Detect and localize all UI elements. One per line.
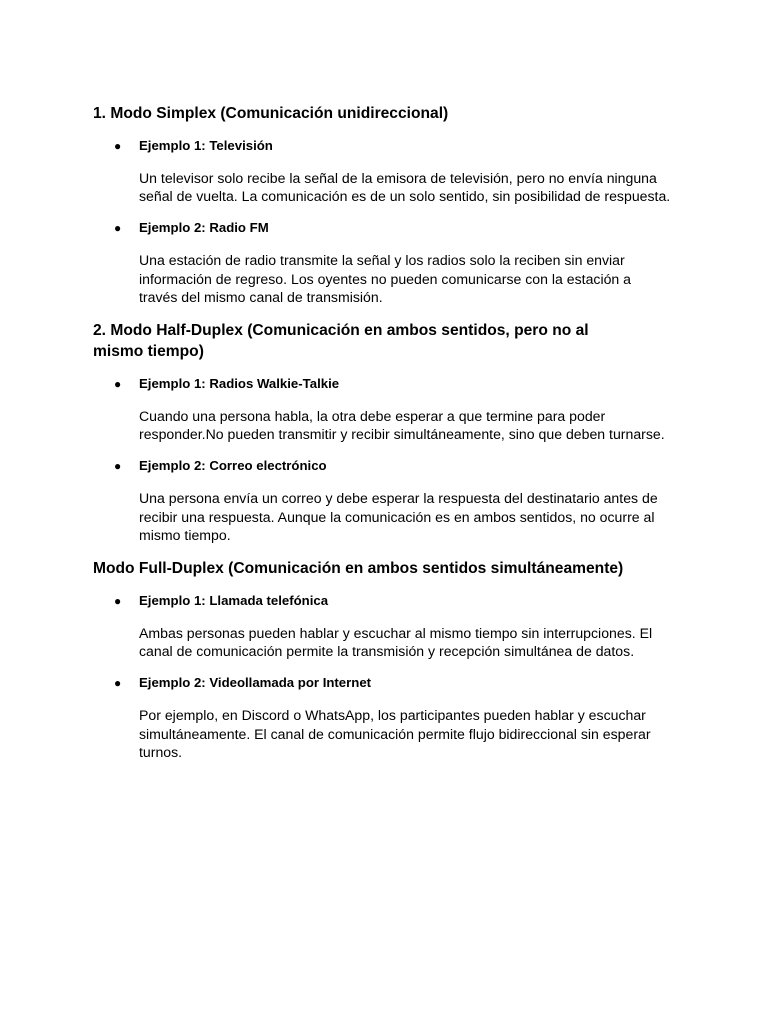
- example-title: Ejemplo 1: Radios Walkie-Talkie: [139, 376, 340, 392]
- bullet-icon: ●: [114, 139, 122, 153]
- example-description: Un televisor solo recibe la señal de la emisora de televisión, pero no envía ninguna señal de vuelta. La comunicación es de un solo sentido, sin posibilidad de respuesta.: [139, 170, 671, 205]
- example-description: Por ejemplo, en Discord o WhatsApp, los participantes pueden hablar y escuchar simultáneamente. El canal de comunicación permite flujo bidireccional sin esperar turnos.: [139, 707, 651, 760]
- example-title: Ejemplo 1: Llamada telefónica: [139, 593, 329, 609]
- list-item: [93, 219, 683, 306]
- example-description: Ambas personas pueden hablar y escuchar al mismo tiempo sin interrupciones. El canal de comunicación permite la transmisión y recepción simultánea de datos.: [139, 625, 653, 660]
- bullet-icon: ●: [114, 377, 122, 392]
- section-full-duplex: [93, 558, 683, 761]
- example-description: Una persona envía un correo y debe esperar la respuesta del destinatario antes de recibir una respuesta. Aunque la comunicación es en ambos sentidos, no ocurre al mismo tiempo.: [139, 490, 658, 543]
- section-heading: 2. Modo Half-Duplex (Comunicación en ambos sentidos, pero no al mismo tiempo): [93, 322, 589, 361]
- example-description: Cuando una persona habla, la otra debe esperar a que termine para poder responder.No pueden transmitir y recibir simultáneamente, sino que deben turnarse.: [139, 408, 665, 443]
- list-item: [93, 375, 683, 443]
- section-heading: Modo Full-Duplex (Comunicación en ambos sentidos simultáneamente): [93, 560, 624, 578]
- bullet-icon: ●: [114, 221, 122, 236]
- section-half-duplex: [93, 320, 683, 544]
- example-title: Ejemplo 2: Radio FM: [139, 220, 269, 236]
- section-heading: 1. Modo Simplex (Comunicación unidireccional): [93, 105, 449, 122]
- bullet-icon: ●: [114, 459, 122, 474]
- example-title: Ejemplo 2: Videollamada por Internet: [139, 675, 372, 691]
- section-simplex: [93, 103, 683, 306]
- list-item: [93, 674, 683, 761]
- list-item: [93, 592, 683, 660]
- example-description: Una estación de radio transmite la señal y los radios solo la reciben sin enviar información de regreso. Los oyentes no pueden comunicarse con la estación a través del mismo canal de transmisión.: [139, 252, 632, 305]
- list-item: [93, 457, 683, 544]
- document-page: [93, 103, 683, 775]
- bullet-icon: ●: [114, 676, 122, 691]
- example-title: Ejemplo 1: Televisión: [139, 138, 273, 153]
- example-title: Ejemplo 2: Correo electrónico: [139, 458, 327, 474]
- bullet-icon: ●: [114, 594, 122, 609]
- list-item: [93, 137, 683, 205]
